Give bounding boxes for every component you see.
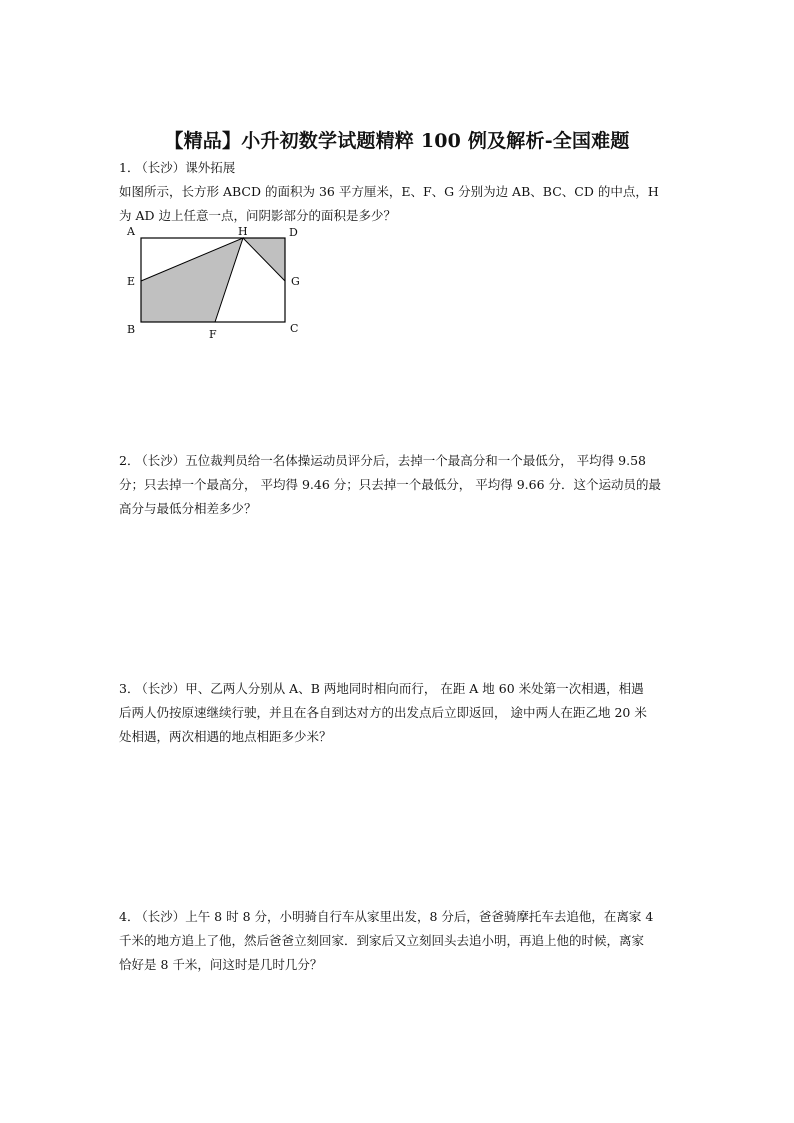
- question-number: 1．: [119, 160, 140, 175]
- label-a: A: [127, 225, 135, 238]
- label-h: H: [238, 225, 248, 238]
- question-1: [119, 156, 679, 228]
- label-f: F: [209, 328, 217, 341]
- question-text: （长沙）甲、乙两人分别从 A、B 两地同时相向而行， 在距 A 地 60 米处第一次相遇，相遇: [141, 681, 644, 696]
- question-source: （长沙）课外拓展: [141, 160, 236, 175]
- geometry-diagram: [119, 222, 319, 344]
- label-e: E: [127, 275, 136, 288]
- question-4: [119, 905, 679, 977]
- rectangle-figure: [119, 222, 319, 344]
- question-text: （长沙）五位裁判员给一名体操运动员评分后，去掉一个最高分和一个最低分， 平均得 9.58: [141, 453, 646, 468]
- question-number: 2．: [119, 453, 140, 468]
- question-3-text-line: 后两人仍按原速继续行驶，并且在各自到达对方的出发点后立即返回， 途中两人在距乙地 20 米: [119, 705, 647, 720]
- label-b: B: [127, 323, 136, 336]
- label-g: G: [291, 275, 300, 288]
- shaded-region-right: [243, 238, 285, 281]
- question-3-text-line: 处相遇，两次相遇的地点相距多少米？: [119, 729, 332, 744]
- question-3-text-line: [119, 677, 679, 701]
- question-2: [119, 449, 679, 521]
- question-4-text-line: 千米的地方追上了他，然后爸爸立刻回家．到家后又立刻回头去追小明，再追上他的时候，离家: [119, 933, 645, 948]
- question-number: 4．: [119, 909, 140, 924]
- question-2-text-line: 高分与最低分相差多少？: [119, 501, 257, 516]
- question-1-text-line: 为 AD 边上任意一点，问阴影部分的面积是多少？: [119, 208, 396, 223]
- label-d: D: [289, 226, 298, 239]
- label-c: C: [290, 322, 299, 335]
- question-1-text-line: 如图所示，长方形 ABCD 的面积为 36 平方厘米，E、F、G 分别为边 AB、BC、CD 的中点，H: [119, 184, 659, 199]
- question-2-text-line: 分；只去掉一个最高分， 平均得 9.46 分；只去掉一个最低分， 平均得 9.66 分．这个运动员的最: [119, 477, 662, 492]
- page-title: 【精品】小升初数学试题精粹 100 例及解析-全国难题: [164, 130, 630, 152]
- question-1-header: [119, 156, 679, 180]
- question-3: [119, 677, 679, 749]
- question-4-text-line: [119, 905, 679, 929]
- shaded-region-left: [141, 238, 243, 322]
- question-2-text-line: [119, 449, 679, 473]
- question-text: （长沙）上午 8 时 8 分，小明骑自行车从家里出发，8 分后，爸爸骑摩托车去追他，在离家 4: [141, 909, 654, 924]
- question-number: 3．: [119, 681, 140, 696]
- question-4-text-line: 恰好是 8 千米，问这时是几时几分？: [119, 957, 323, 972]
